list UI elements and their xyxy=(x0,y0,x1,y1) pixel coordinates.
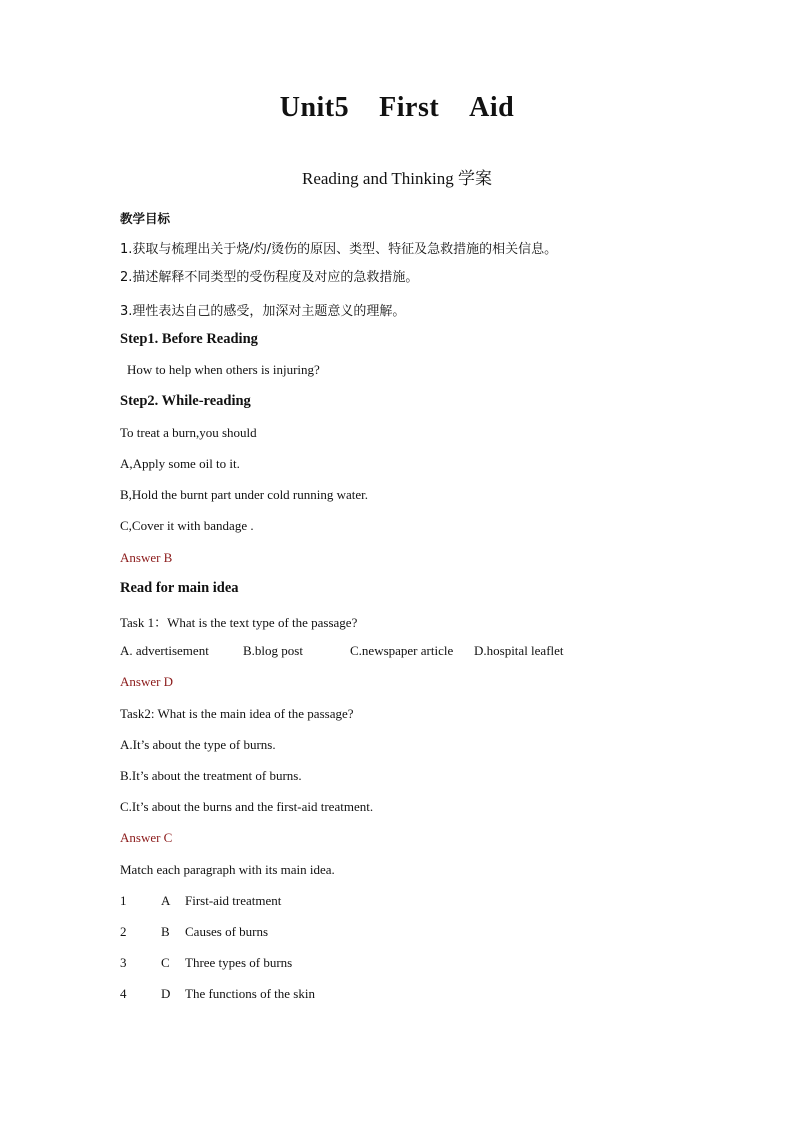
match-row xyxy=(120,986,315,1002)
step2-option-a: A,Apply some oil to it. xyxy=(120,456,240,471)
task1-option-b: B.blog post xyxy=(243,643,303,658)
task1-option-d: D.hospital leaflet xyxy=(474,643,564,658)
step2-heading: Step2. While-reading xyxy=(120,393,251,409)
match-text: The functions of the skin xyxy=(185,986,315,1001)
match-num: 3 xyxy=(120,955,127,970)
match-letter: B xyxy=(161,924,170,939)
match-letter: C xyxy=(161,955,170,970)
match-row xyxy=(120,955,292,971)
step1-heading: Step1. Before Reading xyxy=(120,331,258,347)
match-num: 4 xyxy=(120,986,127,1001)
title-aid: Aid xyxy=(469,92,515,123)
match-text: Causes of burns xyxy=(185,924,269,939)
step2-option-b: B,Hold the burnt part under cold running water. xyxy=(120,487,369,502)
match-letter: A xyxy=(161,893,171,908)
task1-option-a: A. advertisement xyxy=(120,643,209,658)
task2-option-c: C.It’s about the burns and the first-aid treatment. xyxy=(120,799,374,814)
title-unit: Unit5 xyxy=(279,92,350,123)
subtitle xyxy=(0,164,794,189)
step2-prompt: To treat a burn,you should xyxy=(120,425,257,440)
task1-answer: Answer D xyxy=(120,674,174,689)
match-text: Three types of burns xyxy=(185,955,293,970)
objective-item-1: 1.获取与梳理出关于烧/灼/烫伤的原因、类型、特征及急救措施的相关信息。 xyxy=(120,242,558,257)
match-num: 1 xyxy=(120,893,127,908)
task2-option-b: B.It’s about the treatment of burns. xyxy=(120,768,302,783)
objective-item-2: 2.描述解释不同类型的受伤程度及对应的急救措施。 xyxy=(120,270,419,285)
match-row xyxy=(120,893,281,909)
task2-answer: Answer C xyxy=(120,830,173,845)
task1-question: Task 1：What is the text type of the passage? xyxy=(120,615,358,630)
title-first: First xyxy=(379,92,440,123)
subtitle-cn: 学案 xyxy=(457,169,492,189)
match-instruction: Match each paragraph with its main idea. xyxy=(120,862,335,877)
task1-options xyxy=(120,643,564,659)
step2-option-c: C,Cover it with bandage . xyxy=(120,518,254,533)
match-row xyxy=(120,924,268,940)
step2-answer: Answer B xyxy=(120,550,173,565)
step1-question: How to help when others is injuring? xyxy=(127,362,320,377)
match-letter: D xyxy=(161,986,171,1001)
objective-item-3: 3.理性表达自己的感受，加深对主题意义的理解。 xyxy=(120,304,406,319)
subtitle-text: Reading and Thinking xyxy=(302,169,454,188)
task1-option-c: C.newspaper article xyxy=(350,643,454,658)
match-text: First-aid treatment xyxy=(185,893,282,908)
task2-question: Task2: What is the main idea of the passage? xyxy=(120,706,354,721)
match-num: 2 xyxy=(120,924,127,939)
main-idea-heading: Read for main idea xyxy=(120,580,239,596)
task2-option-a: A.It’s about the type of burns. xyxy=(120,737,276,752)
page-title xyxy=(0,92,794,124)
objectives-heading: 教学目标 xyxy=(120,211,171,226)
